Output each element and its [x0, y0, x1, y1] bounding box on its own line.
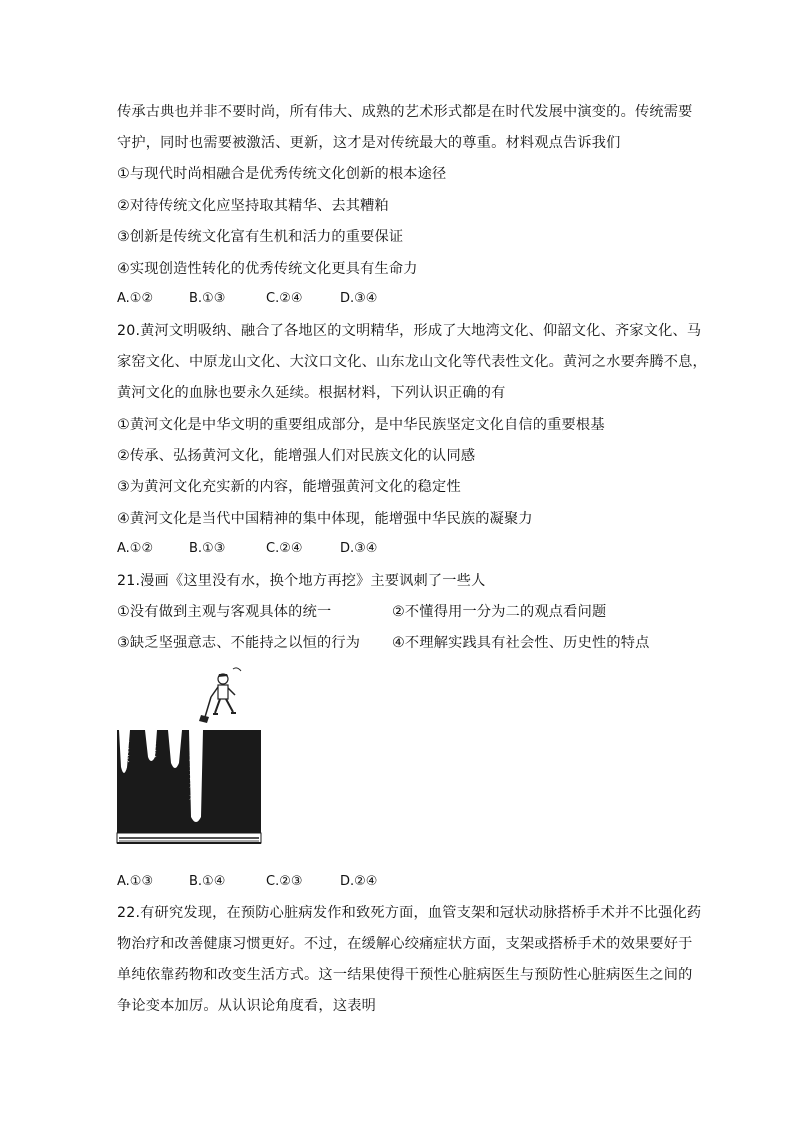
q21-option-a: A.①③ — [117, 874, 154, 889]
q21-item-1: ①没有做到主观与客观具体的统一 — [117, 604, 332, 620]
cartoon-main-label: 这里还是没有水 — [187, 732, 197, 802]
man-figure — [199, 668, 241, 723]
q21-item-2: ②不懂得用一分为二的观点看问题 — [392, 604, 607, 620]
q20-stem-line: 黄河文化的血脉也要永久延续。根据材料，下列认识正确的有 — [117, 385, 506, 401]
q20-stem-line: 20.黄河文明吸纳、融合了各地区的文明精华，形成了大地湾文化、仰韶文化、齐家文化、马 — [117, 323, 702, 339]
q19-stem-line: 守护，同时也需要被激活、更新，这才是对传统最大的尊重。材料观点告诉我们 — [117, 135, 621, 151]
q20-option-b: B.①③ — [189, 541, 226, 556]
q19-item-4: ④实现创造性转化的优秀传统文化更具有生命力 — [117, 261, 418, 277]
q19-option-c: C.②④ — [266, 291, 303, 306]
q19-option-d: D.③④ — [340, 291, 378, 306]
q21-stem: 21.漫画《这里没有水，换个地方再挖》主要讽刺了一些人 — [117, 573, 486, 589]
q19-option-b: B.①③ — [189, 291, 226, 306]
q19-item-1: ①与现代时尚相融合是优秀传统文化创新的根本途径 — [117, 166, 447, 182]
q20-item-4: ④黄河文化是当代中国精神的集中体现，能增强中华民族的凝聚力 — [117, 511, 533, 527]
q20-option-a: A.①② — [117, 541, 154, 556]
cartoon-pit-label-3: 这里没水 — [171, 730, 179, 758]
q22-stem-line: 争论变本加厉。从认识论角度看，这表明 — [117, 998, 376, 1014]
q20-item-3: ③为黄河文化充实新的内容，能增强黄河文化的稳定性 — [117, 479, 461, 495]
q20-item-1: ①黄河文化是中华文明的重要组成部分，是中华民族坚定文化自信的重要根基 — [117, 417, 605, 433]
q19-item-3: ③创新是传统文化富有生机和活力的重要保证 — [117, 229, 404, 245]
cartoon-pit-label-2: 这里没水 — [149, 730, 157, 758]
q19-stem-line: 传承古典也并非不要时尚，所有伟大、成熟的艺术形式都是在时代发展中演变的。传统需要 — [117, 104, 693, 120]
q21-option-c: C.②③ — [266, 874, 303, 889]
q22-stem-line: 单纯依靠药物和改变生活方式。这一结果使得干预性心脏病医生与预防性心脏病医生之间的 — [117, 967, 693, 983]
q20-item-2: ②传承、弘扬黄河文化，能增强人们对民族文化的认同感 — [117, 448, 476, 464]
q19-item-2: ②对待传统文化应坚持取其精华、去其糟粕 — [117, 198, 389, 214]
q21-item-4: ④不理解实践具有社会性、历史性的特点 — [392, 635, 650, 651]
q19-option-a: A.①② — [117, 291, 154, 306]
q20-option-c: C.②④ — [266, 541, 303, 556]
cartoon-pit-label-1: 这里没水 — [122, 735, 130, 763]
q21-option-d: D.②④ — [340, 874, 378, 889]
q22-stem-line: 22.有研究发现，在预防心脏病发作和致死方面，血管支架和冠状动脉搭桥手术并不比强化药 — [117, 905, 702, 921]
q21-item-3: ③缺乏坚强意志、不能持之以恒的行为 — [117, 635, 361, 651]
q20-stem-line: 家窑文化、中原龙山文化、大汶口文化、山东龙山文化等代表性文化。黄河之水要奔腾不息， — [117, 354, 707, 370]
q21-option-b: B.①④ — [189, 874, 226, 889]
q20-option-d: D.③④ — [340, 541, 378, 556]
q22-stem-line: 物治疗和改善健康习惯更好。不过，在缓解心绞痛症状方面，支架或搭桥手术的效果要好于 — [117, 936, 693, 952]
